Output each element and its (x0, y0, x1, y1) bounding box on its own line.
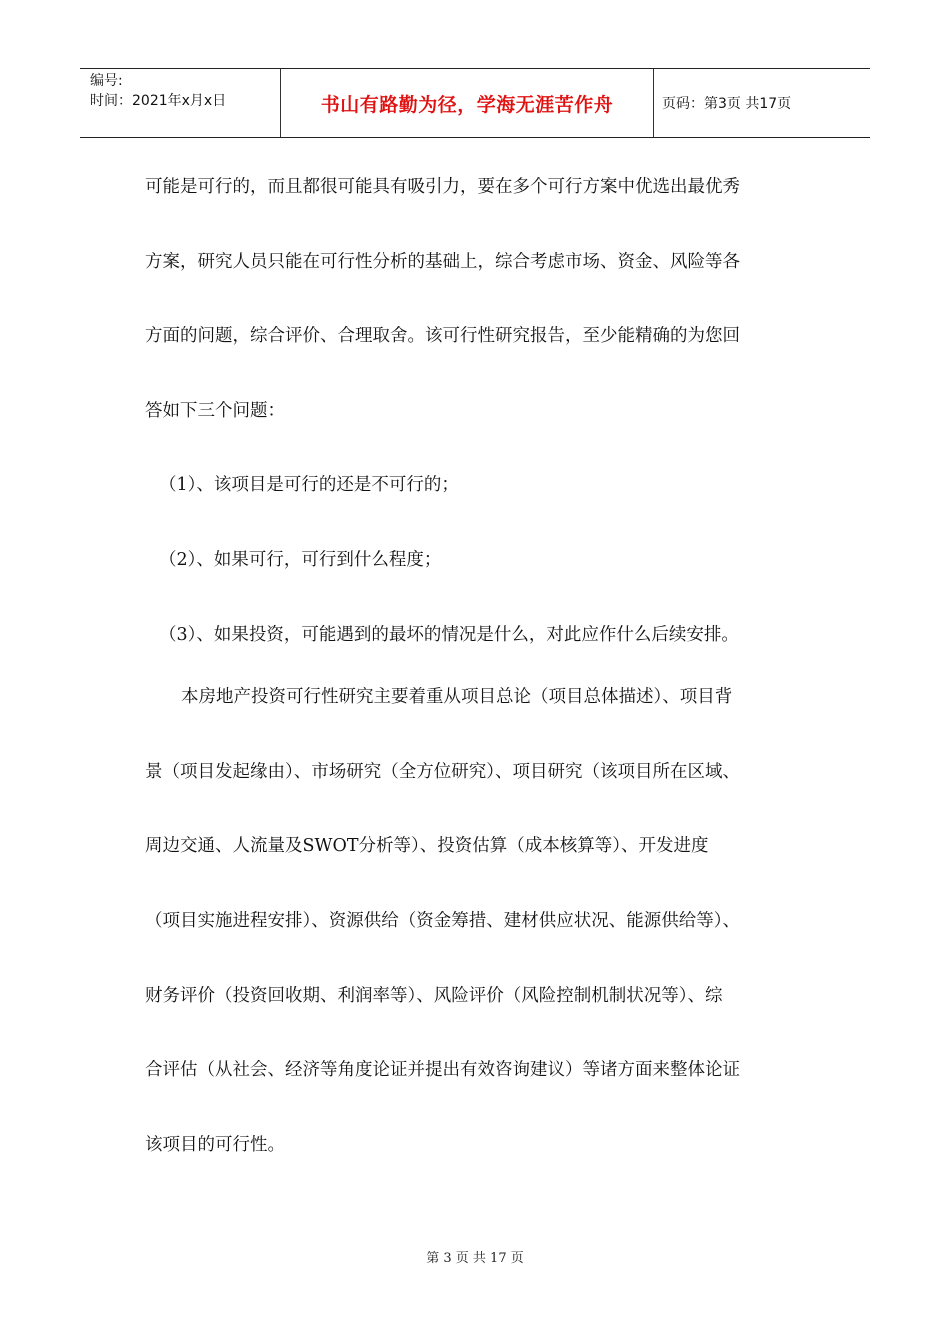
page-header (80, 68, 870, 138)
page-footer: 第 3 页 共 17 页 (426, 1251, 524, 1266)
document-time-label: 时间：2021年x月x日 (90, 93, 227, 109)
body-line: 景（项目发起缘由）、市场研究（全方位研究）、项目研究（该项目所在区域、 (145, 762, 740, 782)
body-line: 方案，研究人员只能在可行性分析的基础上，综合考虑市场、资金、风险等各 (145, 252, 740, 272)
list-item: （1）、该项目是可行的还是不可行的； (159, 475, 459, 495)
header-page-code: 页码：第3页 共17页 (662, 96, 792, 112)
body-line: 该项目的可行性。 (145, 1135, 285, 1155)
body-line: 答如下三个问题： (145, 401, 285, 421)
header-motto-cell (280, 69, 654, 137)
body-line: 本房地产投资可行性研究主要着重从项目总论（项目总体描述）、项目背 (181, 687, 733, 707)
header-motto: 书山有路勤为径，学海无涯苦作舟 (320, 93, 614, 116)
body-line: 合评估（从社会、经济等角度论证并提出有效咨询建议）等诸方面来整体论证 (145, 1060, 740, 1080)
body-line: 方面的问题，综合评价、合理取舍。该可行性研究报告，至少能精确的为您回 (145, 326, 740, 346)
body-line: 周边交通、人流量及SWOT分析等）、投资估算（成本核算等）、开发进度 (145, 836, 709, 856)
list-item: （3）、如果投资，可能遇到的最坏的情况是什么，对此应作什么后续安排。 (159, 625, 739, 645)
list-item: （2）、如果可行，可行到什么程度； (159, 550, 442, 570)
document-number-label: 编号: (90, 73, 123, 89)
body-line: 可能是可行的，而且都很可能具有吸引力，要在多个可行方案中优选出最优秀 (145, 177, 740, 197)
header-meta-cell (80, 69, 280, 137)
body-line: （项目实施进程安排）、资源供给（资金筹措、建材供应状况、能源供给等）、 (145, 911, 740, 931)
body-line: 财务评价（投资回收期、利润率等）、风险评价（风险控制机制状况等）、综 (145, 986, 723, 1006)
header-page-cell (652, 69, 870, 137)
